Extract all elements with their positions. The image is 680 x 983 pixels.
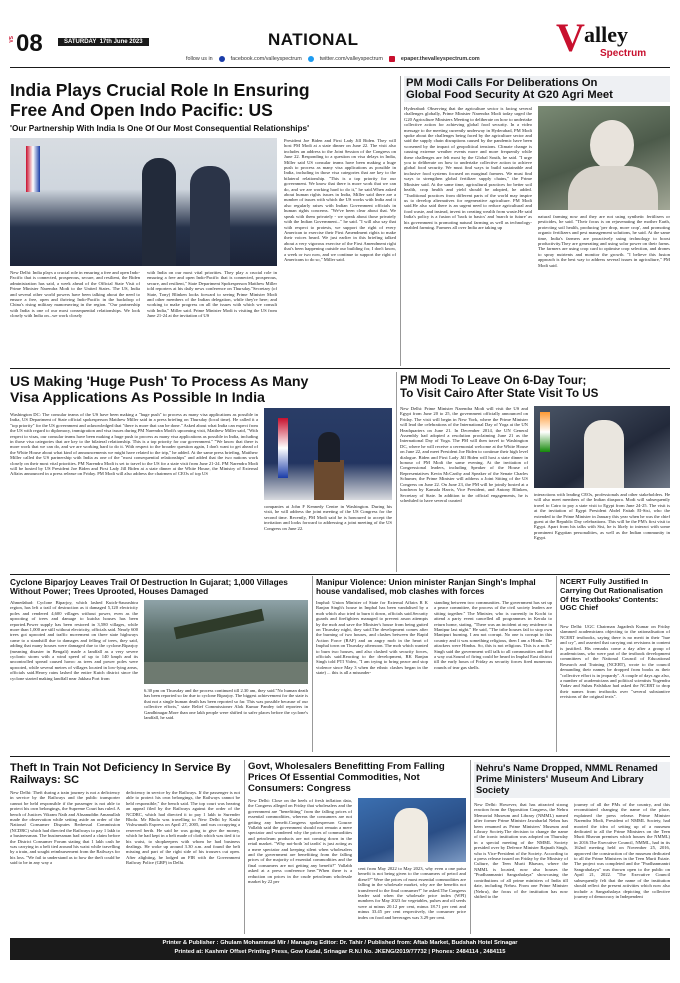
agri-col-1: Hyderabad: Observing that the agriculture sector is facing several challenges globally, Prime Minister Narendra Modi today urged the G20 Agriculture Ministers Meeting to deliberate on how to undertake collective action for achieving global food security. In a video message to the meeting currently underway in Hyderabad, PM Modi spoke about the challenges being faced by the agriculture sector and said the supply chain disruptions caused by the pandemic have been worsened by the impact of geopolitical tensions. Climate change is causing extreme weather events more and more frequently while these challenges are felt most by the Global South, he said. "I urge you to deliberate on how to undertake collective action to achieve global food security. We must find ways to build sustainable and inclusive food systems focused on marginal farmers. We must find ways to strengthen global fertilizer supply chains," the Prime Minister said. At the same time, agricultural practices for better soil health, crop health and yield should be adopted, he added. "Traditional practices from different parts of the world may inspire us to develop alternatives for regenerative agriculture. PM Modi said.He also said there is an urgent need to reduce agricultural and food waste, and instead, invest in creating wealth from waste.He said India's policy is a fusion of 'back to basics' and 'march to future' as his government is promoting natural farming as well as technology-enabled farming. Farmers all over India are taking up (404, 106, 532, 230)
lead-photo-person-1 (142, 158, 176, 266)
visa-col-2: companies at John F Kennedy Centre in Washington. During his visit, he will address the joint meeting of the US Congress for the second time. Recently, PM Modi said he is honoured to accept the invitation and looks forward to addressing a joint meeting of the US Congress on June 22. (264, 504, 392, 531)
sixday-photo-person (584, 420, 624, 488)
follow-label: follow us in (186, 56, 213, 62)
facebook-icon (219, 56, 225, 62)
govt-col-1: New Delhi: Close on the heels of fresh inflation data, the Congress alleged on Friday that wholesalers and the government are "benefitting" from the falling prices of essential commodities, whereas the consumers are not getting any benefit.Congress spokesperson Gourav Vallabh said the government should not remain a mere spectator and wondered why the prices of commodities and petroleum products are not coming down in the retail market. "Why not-both 'ad tardis' is just acting as a mere spectator and keeping silent when wholesalers and the government are benefitting from the falling prices of the majority of essential commodities and the final consumers are not getting any benefit?" Vallabh asked at a press conference here."When there is a reduction on prices in the crude petroleum wholesale market by 22 per (248, 798, 352, 885)
theft-story (10, 762, 240, 932)
cyclone-headline: Cyclone Biparjoy Leaves Trail Of Destruction In Gujarat; 1,000 Villages Without Power; Trees Uprooted, Houses Damaged (10, 577, 288, 597)
lead-story (10, 80, 396, 360)
agri-headline-2: Global Food Security At G20 Agri Meet (406, 89, 613, 101)
govt-story (248, 762, 466, 932)
sixday-photo (534, 406, 670, 488)
lead-photo-flag (26, 146, 40, 192)
visa-photo (264, 408, 392, 500)
logo (556, 15, 674, 66)
ncert-story (560, 578, 670, 750)
footer (10, 938, 670, 960)
footer-line-1: Printer & Publisher : Ghulam Mohammad Mir / Managing Editor: Dr. Tahir / Published from: Aftab Market, Budshah Hotel Srinagar (162, 940, 518, 946)
facebook-link[interactable]: facebook.com/valleyspectrum (230, 56, 302, 62)
manipur-col-2: standing between two communities. The government has set up a peace committee, the process of the civil society leaders are sitting together." The Minister, who is currently in Kochi to attend a party event cancelled all programmes in Kerala to return home, stating, "There was an incident at my residence in Manipur last night." He said, "The tribe houses fail to stop own Manipuri burning. I am not corrupt. No one is corrupt in this country and it was something religious, then I am a Hindu. The attackers were Hindus. So, this is not religious. This is a mob." Singh said the government will talk to all communities and find a way out.Sound of firing could be heard in Imphal East district till the early hours of Friday as security forces fired numerous rounds of tear gas shells. (434, 600, 552, 670)
theft-col-2: deficiency in service by the Railways. If the passenger is not able to protect his own belongings, the Railways cannot be held responsible," the bench said. The top court was hearing an appeal filed by the Railways against the order of the NCDRC, which had directed it to pay 1 lakh to Surender Bhola. Mr Bhola was travelling to New Delhi by Kashi Vishwanath Express on April 27, 2005, and was occupying a reserved berth. He said he was going to give the money, which he had kept in a belt made of cloth which was tied it to his waist, to shopkeepers with whom he had business dealings. He woke up around 3.30 a.m. and found the belt missing and part of the right side of his trousers cut open. After alighting, he lodged an FIR with the Government Railway Police (GRP) in Delhi. (126, 790, 240, 866)
lead-headline-2: Free And Open Indo Pacific: US (10, 100, 273, 120)
twitter-link[interactable]: twitter.com/valleyspectrum (319, 56, 383, 62)
sixday-headline-1: PM Modi To Leave On 6-Day Tour; (400, 374, 587, 387)
logo-v: V (556, 15, 585, 60)
govt-col-2: cent from May 2022 to May 2023, why even a one paisa benefit is not being given to the consumers of petrol and diesel?" Were the prices of most essential commodities are falling in the wholesale market, why are the benefits not transferred to the final consumer?" he asked.The Congress leader said when the wholesale price index (WPI) numbers for May 2023 for vegetables, pulses and oil seeds were at minus 20.12 per cent, minus 18.71 per cent and minus 33.45 per cent respectively, the consumer price index on food and beverages was 3.29 per cent. (358, 866, 466, 920)
masthead (0, 0, 680, 72)
cyclone-col-2: 6.30 pm on Thursday and the process continued till 2.30 am, they said."No human death has been reported so far due to cyclone Biparjoy. The biggest achievement for the state is that not a single human death has been reported so far. This was possible because of our collective efforts," state Relief Commissioner Alok Kumar Pandey told reporters in Gandhinagar.More than one lakh people were shifted to safer places before the cyclone's landfall, he said. (144, 688, 308, 721)
cyclone-photo-tree (174, 609, 265, 639)
epaper-icon (389, 56, 395, 62)
visa-story (10, 374, 392, 570)
lead-col-1: New Delhi: India plays a crucial role in ensuring a free and open Indo-Pacific that is connected, prosperous, secure, and resilient, the Biden administration has said, a week ahead of the Official State Visit of Prime Minister Narendra Modi to the United States. The US, India and several other world powers have been talking about the need to ensure a free, open and thriving Indo-Pacific in the backdrop of China's rising military manoeuvring in the region. "Our partnership with India is one of our most consequential relationships. We look closely with India on...we work closely (10, 270, 140, 319)
cyclone-photo (144, 600, 308, 684)
visa-headline-1: US Making 'Huge Push' To Process As Many (10, 374, 309, 390)
agri-photo-body (568, 166, 658, 210)
footer-line-2: Printed at: Kashmir Offset Printing Press, Gow Kadal, Srinagar R.N.I No. JKENG/2019/77732 | Phones: 2484114 , 2484115 (174, 949, 506, 955)
cyclone-col-1: Ahmedabad: Cyclone Biparjoy, which lashed Kutch-Saurashtra region, has left a trail of destruction as it damaged 5,120 electricity poles and rendered 4,600 villages without power, even as the uprooting of trees and damage to kutcha houses has been reported.Power supply has been restored in 3,580 villages, while more than 1,000 are still without electricity, officials said. Nearly 600 trees got uprooted and traffic movement on three state highways came to a standstill due to damages and felling of trees, they said, adding that many houses were damaged due to the cyclone.Biparjoy (meaning disaster in Bengali) made a landfall as a very severe cyclonic storm with a wind speed of up to 140 kmph and its uncontrolled spread caused havoc as trees and power poles were uprooted, while several metres of villages located in low-lying areas, officials said.Heavy rains lashed the entire Kutch district since the cyclone started making landfall near Jakhau Port from (10, 600, 138, 681)
lead-photo-person-2 (190, 166, 230, 266)
sixday-story (400, 374, 670, 570)
column-divider-mid (396, 372, 397, 572)
lead-col-3: President Joe Biden and First Lady Jill Biden. They will host PM Modi at a state dinner on June 22. The visit also includes an address to the Joint Session of the Congress on June 22. Responding to a question on visa delays in India, Miller said US consular teams have been making a huge push to process as many visa applications as possible in India, including in those visa categories that are key to the bilateral relationship. "This is a top priority for our government. We know that there is more work that we can do, and we are working hard to do it," he said.When asked about human rights issues in India, Miller said there are a number of issues with which the US works with India and it also regularly raises with Indian Government officials in human rights concerns. "We've been clear about that. We speak with them privately - we speak about those privately with the Indian Government..." he said. "I will also say that with respect to protests, we support the right of every American to exercise their First Amendment rights to make their voices heard. We just earlier in this briefing talked about a very vigorous exercise of the First Amendment right that's been happening outside our building for, I don't know, a week or two now, and we continue to support the right of Americans to do so," Miller said. (284, 138, 396, 262)
column-divider-3a (312, 576, 313, 752)
masthead-rule (10, 67, 670, 68)
nehru-headline: Nehru's Name Dropped, NMML Renamed Prime Ministers' Museum And Library Society (476, 762, 658, 795)
agri-headline-1: PM Modi Calls For Deliberations On (406, 77, 598, 89)
column-divider-top (400, 76, 401, 366)
lead-subhead: 'Our Partnership With India Is One Of Our Most Consequential Relationships' (10, 124, 310, 133)
govt-photo (358, 798, 466, 862)
column-divider-3b (556, 576, 557, 752)
sixday-photo-flag (540, 412, 550, 452)
logo-alley: alley (584, 22, 628, 47)
page-number: 08 (16, 30, 43, 57)
manipur-headline: Manipur Violence: Union minister Ranjan Singh's Imphal house vandalised, mob clashes with forces (316, 578, 536, 597)
section-rule-2 (10, 574, 670, 575)
lead-headline-1: India Plays Crucial Role In Ensuring (10, 80, 310, 100)
agri-col-2: natural farming now and they are not using synthetic fertilisers or pesticides, he said. "Their focus is on rejuvenating the mother Earth, protecting soil health, producing 'per drop, more crop', and promoting organic fertilizers and pest management solutions, he said. At the same time, India's farmers are proactively using technology to boost productivity.They are generating and using solar power on their farms. The farmers are using crop card to optimise crop selection, and drones to spray nutrients and monitor the growth. "I believe this fusion approach is the best way to address several issues in agriculture," PM Modi said. (538, 214, 670, 268)
visa-photo-speaker (318, 432, 340, 462)
column-divider-4b (470, 760, 471, 934)
visa-photo-flag (278, 418, 288, 478)
agri-photo-face (590, 120, 634, 170)
theft-col-1: New Delhi: Theft during a train journey is not a deficiency in service by the Railways and the public transporter cannot be held responsible if the passenger is not able to protect his own belongings, the Supreme Court has ruled. A bench of Justices Vikram Nath and Ahsanuddin Amanullah made the observation while setting aside an order of the National Consumer Disputes Redressal Commission (NCDRC) which had directed the Railways to pay 1 lakh to a businessman. The businessman had raised a claim before the District Consumer Forum stating that 1 lakh cash he was carrying in a belt tied around his waist while travelling by a train, and sought reimbursement from the Railways for his loss. "We fail to understand as to how the theft could be said to be in any way a (10, 790, 120, 866)
section-rule-1 (10, 368, 670, 369)
agri-photo (538, 106, 670, 210)
ncert-col-1: New Delhi: UGC Chairman Jagadesh Kumar on Friday slammed academicians objecting to the rationalisation of NCERT textbooks, saying there is no merit in their "hue and cry", and asserted that carrying out revisions in content is justified. His remarks come a day after a group of academicians, who were part of the textbook development committees of the National Council of Educational Research and Training (NCERT), wrote to the council demanding their names be dropped from books as their "collective effort is in jeopardy". A couple of days ago also, a number of academicians and political scientists Yogendra Yadav and Suhas Palshikar had asked the NCERT to drop their names from textbooks over "several substantive revisions of the original texts". (560, 624, 670, 700)
visa-photo-podium (314, 460, 344, 500)
nehru-col-1: New Delhi: However, that has attracted strong reaction from the Opposition Congress, the Nehru Memorial Museum and Library (NMML) named after former Prime Minister Jawaharlal Nehru has been renamed as Prime Ministers' Museum and Library Society.The decision to change the name of the iconic institution was adopted on Thursday in a special meeting of the NMML Society presided over by Defence Minister Rajnath Singh, who is Vice-President of the Society. According to a press release issued on Friday by the Ministry of Culture, the Teen Murti Bhavan, where the NMML is located, now also houses the "Pradhanmantri Sangrahalaya" showcasing the contributions of all prime ministers of India till date, including Nehru. From one Prime Minister (Nehru), the focus of the institution has now shifted to the (474, 802, 568, 899)
date-badge: SATURDAY 17th June 2023 (58, 38, 149, 46)
sixday-headline-2: To Visit Cairo After State Visit To US (400, 387, 599, 400)
sixday-col-2: interactions with leading CEOs, professionals and other stakeholders. He will also meet members of the Indian diaspora. Modi will subsequently travel to Cairo to pay a state visit to Egypt from June 24-25. The visit is at the invitation of Egypt President Abdel Fattah El-Sisi, who the extended to the Prime Minister in January this year when he was the chief guest at the Republic Day celebrations. This will be the PM's first visit to Egypt. Apart from his talks with Sisi, he is likely to interact with some prominent Egyptian personalities, as well as the Indian community in Egypt. (534, 492, 670, 541)
logo-spectrum: Spectrum (600, 48, 647, 59)
cyclone-photo-ground (144, 662, 308, 684)
lead-photo (10, 138, 277, 266)
twitter-icon (308, 56, 314, 62)
section-title: NATIONAL (268, 30, 359, 49)
govt-headline: Govt, Wholesalers Benefitting From Falling Prices Of Essential Commodities, Not Consumers: Congress (248, 761, 445, 794)
section-rule-3 (10, 756, 670, 757)
visa-headline-2: Visa Applications As Possible In India (10, 390, 265, 406)
nehru-col-2: journey of all the PMs of the country, and this reconstituted changing the name of the place, explained the press release. Prime Minister Narendra Modi, President of NMML Society, had mooted the idea of setting up of a museum dedicated to all the Prime Ministers on the Teen Murti Bhavan premises which houses the NMML) in 2016.The Executive Council, NMML, had in its 162nd meeting held on November 25, 2016, approved the construction of the museum dedicated to all the Prime Ministers in the Teen Murti Estate. The project was completed and the "Pradhanmantri Sangrahalaya" was thrown open to the public on April 21, 2022. "The Executive Council subsequently felt that the name of the institution should reflect the present activities which now also include a Sangrahalaya depicting the collective journey of democracy in Independent (574, 802, 670, 899)
visa-col-1: Washington DC: The consular teams of the US have been making a "huge push" to process as many visa applications as possible in India, US Department of State official spokesperson Matthew Miller said in a press briefing on Thursday (local time). He called it a "top priority" for the US government and acknowledged that "there is more that can be done." Asked about what India can expect from the US with regard to diplomacy, immigration and visa issues during PM Narendra Modi's upcoming visit, Matthew Miller said, "With respect to visas, our consular teams have been making a huge push to process as many visa applications as possible in India, including in those visa categories that are key to the bilateral relationship. This is a top priority for our government." "We know that there is more work that we can do, and we are working hard to do it. With respect to the broader question again, I don't want to get ahead of the White House about what kind of announcements we might have related to the trip," he added. At the same press briefing, Matthew Miller called the US partnership with India as one of the "most consequential relationships" and added that the two nations work closely on their most vital priorities. PM Narendra Modi is set to travel to the US for a state visit from June 21-24. PM Narendra Modi will be hosted by US President Joe Biden and First Lady Jill Biden at a state dinner at the White House, the Ministry of External Affairs announced in a press release on Friday. PM Modi will also address the chairmen of CEOs of top US (10, 412, 258, 477)
sixday-col-1: New Delhi: Prime Minister Narendra Modi will visit the US and Egypt from June 20 to 25, the government officially announced on Friday. The visit will begin in New York, where the Prime Minister will lead the celebrations of the International Day of Yoga at the UN Headquarters on June 21. In December 2014, the UN General Assembly had adopted a resolution proclaiming June 21 as the International Day of Yoga. The PM will then travel to Washington DC, where he will receive a ceremonial welcome at the White House on June 22, and meet President Joe Biden to continue their high level dialogue. Biden and First Lady Jill Biden will host a state dinner in honour of PM Modi the same evening. At the invitation of Congressional leaders, including Speaker of the House of Representatives Kevin McCarthy and Speaker of the Senate Charles Schumer, the Prime Minister will address a Joint Sitting of the US Congress on June 22. On June 23, the PM will be jointly hosted at a luncheon by Kamala Harris, Vice President, and Antony Blinken, Secretary of State. In addition to the official engagements, he is scheduled to have several curated (400, 406, 528, 503)
agri-story (404, 76, 670, 364)
epaper-link[interactable]: epaper.thevalleyspectrum.com (400, 56, 480, 62)
lead-col-2: with India on our most vital priorities. They play a crucial role in ensuring a free and open Indo-Pacific that is connected, prosperous, secure, and resilient," State Department Spokesperson Matthew Miller told reporters at his daily news conference on Thursday."Secretary (of State, Tony) Blinken looks forward to seeing Prime Minister Modi and other members of the Indian delegation, while they're here; and working to make progress on all the issues with which we consult with India," Miller said. Prime Minister Modi is visiting the US from June 21-24 at the invitation of US (147, 270, 277, 319)
ncert-headline: NCERT Fully Justified In Carrying Out Rationalisation Of Its Textbooks' Contents: UGC Chief (560, 577, 663, 613)
manipur-story (316, 578, 552, 750)
cyclone-story (10, 578, 308, 750)
manipur-col-1: Imphal: Union Minister of State for External Affairs R K Ranjan Singh's house in Imphal has been vandalised by a mob which also tried to burn it down, officials said.Security guards and firefighters managed to prevent arson attempts by the mob and save the Minister's house from being gutted on Thursday night, they said.The development comes after the burning of two houses, and clashes between the Rapid Action Force (RAF) and an angry mob in the heart of Imphal town on Thursday afternoon. The mob which wanted to burn two houses, and also clashed with security forces, officials said.Reacting to the development, RK Ranjan Singh told PTI Video, "I am trying to bring peace and stop violence since May 3 when the ethnic clashes began in the state) ... this is all a misunder- (316, 600, 428, 676)
govt-photo-person (394, 808, 428, 862)
follow-bar (186, 54, 480, 64)
side-label: VS (9, 36, 15, 43)
column-divider-4a (244, 760, 245, 934)
theft-headline: Theft In Train Not Deficiency In Service By Railways: SC (10, 762, 231, 787)
nehru-story (474, 762, 670, 932)
